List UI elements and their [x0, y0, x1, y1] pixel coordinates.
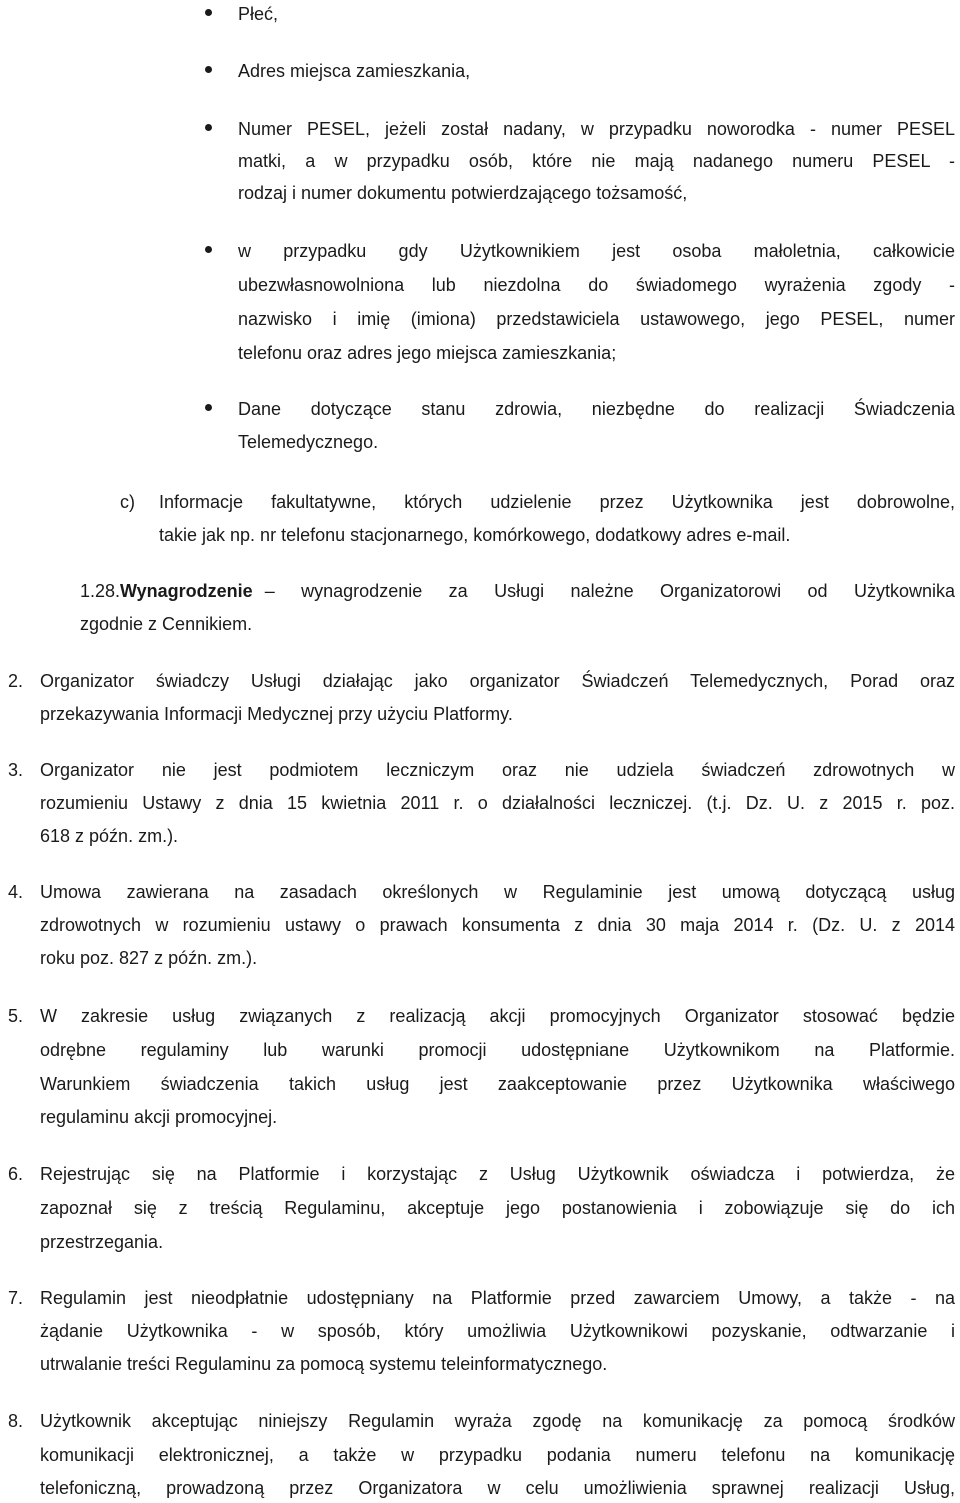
- definition-marker: 1.28.: [80, 581, 121, 601]
- paragraph-number: 4.: [8, 882, 24, 902]
- item-marker: c): [120, 492, 135, 512]
- paragraph-number: 7.: [8, 1288, 24, 1308]
- paragraph-line: utrwalanie treści Regulaminu za pomocą systemu teleinformatycznego.: [40, 1354, 608, 1374]
- paragraph-line: 618 z późn. zm.).: [40, 826, 179, 846]
- list-item-line: rodzaj i numer dokumentu potwierdzającego tożsamość,: [238, 183, 688, 203]
- paragraph-line: W zakresie usług związanych z realizacją akcji promocyjnych Organizator stosować będzie: [40, 1006, 955, 1026]
- paragraph-line: odrębne regulaminy lub warunki promocji udostępniane Użytkownikom na Platformie.: [40, 1040, 955, 1060]
- paragraph-line: przekazywania Informacji Medycznej przy użyciu Platformy.: [40, 704, 513, 724]
- bullet-icon: [205, 246, 212, 253]
- list-item-line: nazwisko i imię (imiona) przedstawiciela ustawowego, jego PESEL, numer: [238, 309, 955, 329]
- list-item-line: Numer PESEL, jeżeli został nadany, w przypadku noworodka - numer PESEL: [238, 119, 955, 139]
- paragraph-number: 3.: [8, 760, 24, 780]
- list-item-line: telefonu oraz adres jego miejsca zamieszkania;: [238, 343, 617, 363]
- definition-line: zgodnie z Cennikiem.: [80, 614, 253, 634]
- paragraph-line: żądanie Użytkownika - w sposób, który umożliwia Użytkownikowi pozyskanie, odtwarzanie i: [40, 1321, 955, 1341]
- list-item: Adres miejsca zamieszkania,: [238, 61, 471, 81]
- list-item-line: matki, a w przypadku osób, które nie mają nadanego numeru PESEL -: [238, 151, 955, 171]
- paragraph-line: zdrowotnych w rozumieniu ustawy o prawach konsumenta z dnia 30 maja 2014 r. (Dz. U. z 2014: [40, 915, 955, 935]
- paragraph-line: regulaminu akcji promocyjnej.: [40, 1107, 278, 1127]
- paragraph-line: telefoniczną, prowadzoną przez Organizatora w celu umożliwienia sprawnej realizacji Usług,: [40, 1478, 955, 1498]
- paragraph-line: Organizator świadczy Usługi działając jako organizator Świadczeń Telemedycznych, Porad oraz: [40, 671, 955, 691]
- paragraph-line: zapoznał się z treścią Regulaminu, akceptuje jego postanowienia i zobowiązuje się do ich: [40, 1198, 955, 1218]
- list-item-line: Dane dotyczące stanu zdrowia, niezbędne do realizacji Świadczenia: [238, 399, 955, 419]
- paragraph-line: roku poz. 827 z późn. zm.).: [40, 948, 258, 968]
- list-item: Płeć,: [238, 4, 279, 24]
- paragraph-line: komunikacji elektronicznej, a także w przypadku podania numeru telefonu na komunikację: [40, 1445, 955, 1465]
- paragraph-line: Regulamin jest nieodpłatnie udostępniany na Platformie przed zawarciem Umowy, a także - na: [40, 1288, 955, 1308]
- list-item-line: w przypadku gdy Użytkownikiem jest osoba małoletnia, całkowicie: [238, 241, 955, 261]
- bullet-icon: [205, 404, 212, 411]
- paragraph-line: Organizator nie jest podmiotem leczniczym oraz nie udziela świadczeń zdrowotnych w: [40, 760, 955, 780]
- paragraph-line: rozumieniu Ustawy z dnia 15 kwietnia 2011 r. o działalności leczniczej. (t.j. Dz. U. z 2015 r. poz.: [40, 793, 955, 813]
- paragraph-number: 5.: [8, 1006, 24, 1026]
- definition-term: Wynagrodzenie: [120, 581, 253, 601]
- bullet-icon: [205, 66, 212, 73]
- list-item-line: ubezwłasnowolniona lub niezdolna do świadomego wyrażenia zgody -: [238, 275, 955, 295]
- paragraph-line: Użytkownik akceptując niniejszy Regulamin wyraża zgodę na komunikację za pomocą środków: [40, 1411, 955, 1431]
- paragraph-number: 8.: [8, 1411, 24, 1431]
- paragraph-line: Rejestrując się na Platformie i korzystając z Usług Użytkownik oświadcza i potwierdza, że: [40, 1164, 955, 1184]
- item-line: takie jak np. nr telefonu stacjonarnego, komórkowego, dodatkowy adres e-mail.: [159, 525, 791, 545]
- paragraph-line: Umowa zawierana na zasadach określonych w Regulaminie jest umową dotyczącą usług: [40, 882, 955, 902]
- paragraph-line: przestrzegania.: [40, 1232, 164, 1252]
- paragraph-number: 6.: [8, 1164, 24, 1184]
- definition-text: – wynagrodzenie za Usługi należne Organizatorowi od Użytkownika: [264, 581, 955, 601]
- list-item-line: Telemedycznego.: [238, 432, 379, 452]
- paragraph-line: Warunkiem świadczenia takich usług jest zaakceptowanie przez Użytkownika właściwego: [40, 1074, 955, 1094]
- bullet-icon: [205, 9, 212, 16]
- paragraph-number: 2.: [8, 671, 24, 691]
- bullet-icon: [205, 124, 212, 131]
- definition-line: [120, 580, 955, 602]
- item-line: Informacje fakultatywne, których udzielenie przez Użytkownika jest dobrowolne,: [159, 492, 955, 512]
